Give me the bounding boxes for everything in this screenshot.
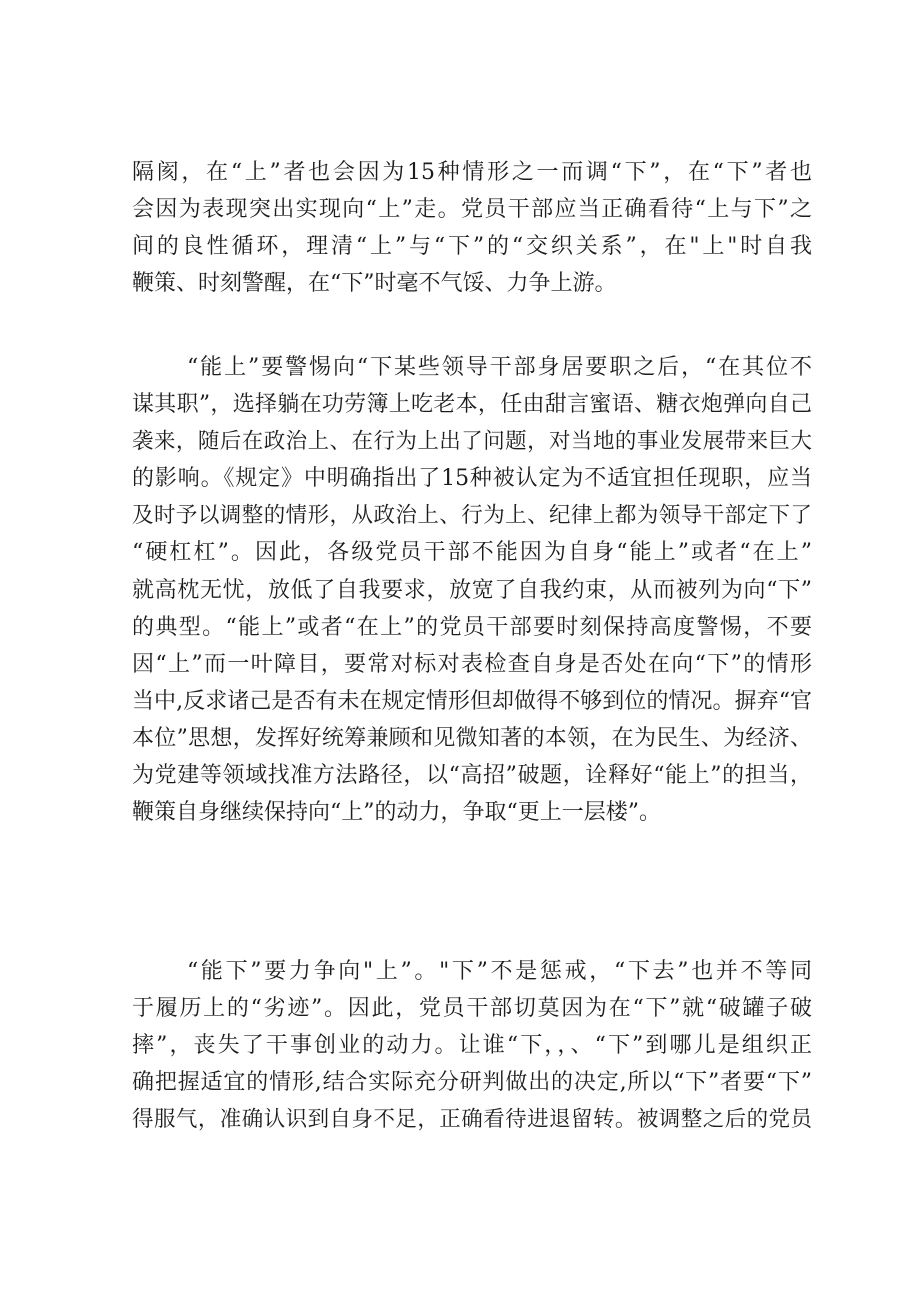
text-line: 间的良性循环，理清“上”与“下”的“交织关系”，在"上"时自我 (132, 234, 812, 260)
text-line: 鞭策、时刻警醒，在“下”时毫不气馁、力争上游。 (132, 271, 617, 297)
text-line: “硬杠杠”。因此，各级党员干部不能因为自身“能上”或者“在上” (132, 540, 812, 566)
text-line: 谋其职”，选择躺在功劳簿上吃老本，任由甜言蜜语、糖衣炮弹向自己 (132, 392, 812, 418)
text-line: 当中,反求诸己是否有未在规定情形但却做得不够到位的情况。摒弃“官 (132, 688, 812, 714)
text-line: 确把握适宜的情形,结合实际充分研判做出的决定,所以“下”者要“下” (132, 1070, 812, 1096)
text-line: 就高枕无忧，放低了自我要求，放宽了自我约束，从而被列为向“下” (132, 577, 812, 603)
text-line: 本位”思想，发挥好统筹兼顾和见微知著的本领，在为民生、为经济、 (132, 725, 812, 751)
text-line: 及时予以调整的情形，从政治上、行为上、纪律上都为领导干部定下了 (132, 503, 812, 529)
text-line: 因“上”而一叶障目，要常对标对表检查自身是否处在向“下”的情形 (132, 651, 812, 677)
text-line: 摔”，丧失了干事创业的动力。让谁“下，，、“下”到哪儿是组织正 (132, 1033, 812, 1059)
text-line: 于履历上的“劣迹”。因此，党员干部切莫因为在“下”就“破罐子破 (132, 996, 812, 1022)
text-line: “能下”要力争向"上”。"下”不是惩戒，“下去”也并不等同 (187, 959, 812, 984)
text-line: 的影响。《规定》中明确指出了15种被认定为不适宜担任现职，应当 (132, 466, 812, 492)
text-line: 袭来，随后在政治上、在行为上出了问题，对当地的事业发展带来巨大 (132, 429, 812, 455)
text-line: “能上”要警惕向“下某些领导干部身居要职之后，“在其位不 (187, 355, 812, 380)
text-line: 的典型。“能上”或者“在上”的党员干部要时刻保持高度警惕，不要 (132, 614, 812, 640)
text-line: 会因为表现突出实现向“上”走。党员干部应当正确看待“上与下”之 (132, 197, 812, 223)
text-line: 鞭策自身继续保持向“上”的动力，争取“更上一层楼”。 (132, 800, 661, 826)
text-line: 得服气，准确认识到自身不足，正确看待进退留转。被调整之后的党员 (132, 1107, 812, 1133)
paragraph-3 (132, 953, 812, 1138)
paragraph-1 (132, 154, 812, 302)
text-line: 为党建等领域找准方法路径，以“高招”破题，诠释好“能上”的担当， (132, 763, 812, 789)
paragraph-2 (132, 349, 812, 831)
text-line: 隔阂，在“上”者也会因为15种情形之一而调“下”，在“下”者也 (132, 160, 812, 185)
